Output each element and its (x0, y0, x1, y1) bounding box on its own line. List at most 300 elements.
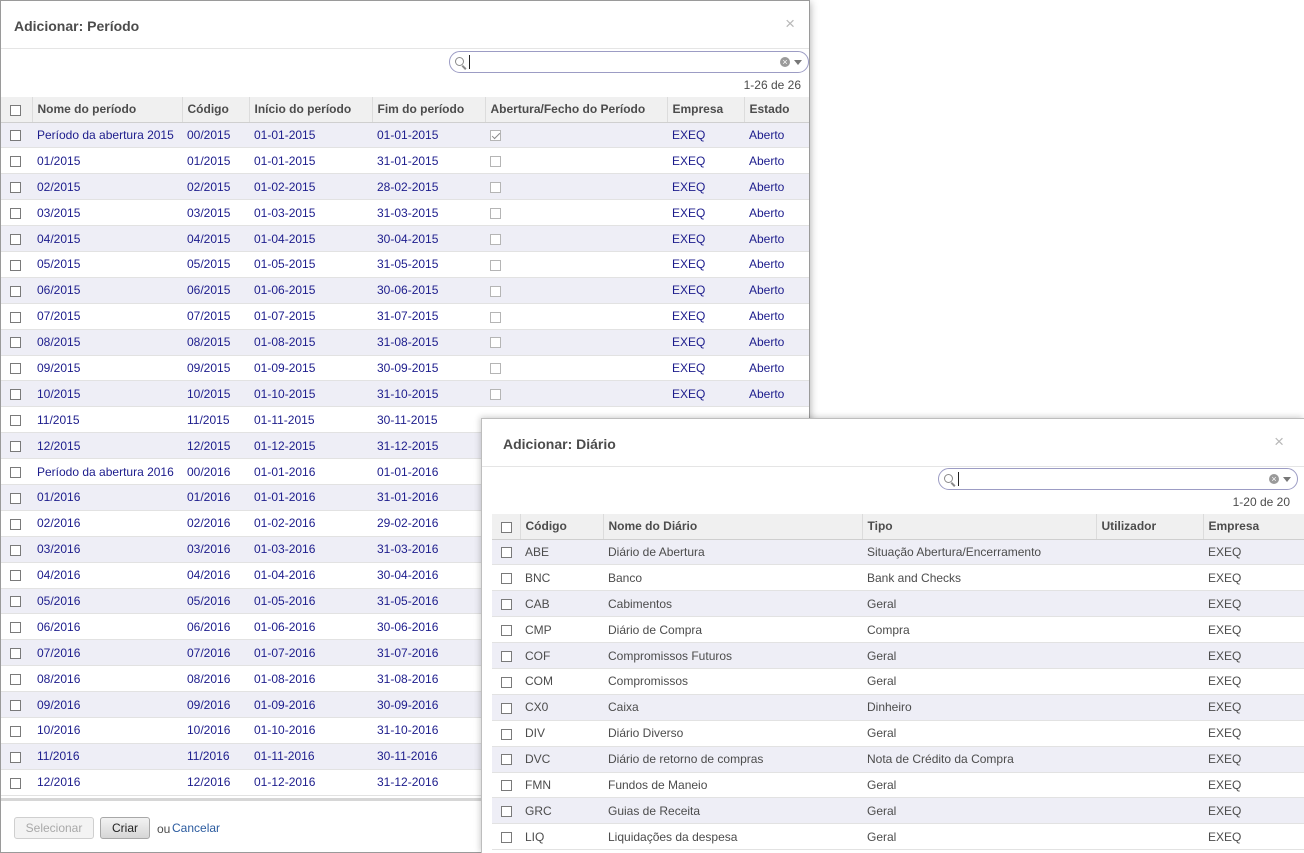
row-checkbox[interactable] (10, 182, 21, 193)
table-row[interactable] (1, 355, 809, 381)
cell-codigo: FMN (520, 772, 603, 798)
table-row[interactable] (492, 539, 1304, 565)
abertura-checkbox (490, 363, 501, 374)
table-row[interactable] (1, 329, 809, 355)
cell-inicio: 01-01-2016 (249, 484, 372, 510)
row-checkbox[interactable] (501, 599, 512, 610)
cell-estado: Aberto (744, 277, 809, 303)
clear-icon[interactable]: × (1269, 474, 1279, 484)
diario-table-body (492, 539, 1304, 850)
cell-nome: Período da abertura 2015 (32, 122, 182, 148)
cell-codigo: LIQ (520, 824, 603, 850)
cell-codigo: CAB (520, 591, 603, 617)
cell-codigo: 02/2015 (182, 174, 249, 200)
cell-estado: Aberto (744, 200, 809, 226)
cell-codigo: 05/2015 (182, 251, 249, 277)
row-select-cell[interactable] (1, 200, 32, 226)
cell-inicio: 01-05-2016 (249, 588, 372, 614)
table-row[interactable] (1, 200, 809, 226)
cell-empresa: EXEQ (1203, 772, 1304, 798)
cell-fim: 31-08-2015 (372, 329, 485, 355)
row-select-cell[interactable] (1, 433, 32, 459)
cell-estado: Aberto (744, 329, 809, 355)
cell-tipo: Geral (862, 720, 1096, 746)
row-select-cell[interactable] (1, 355, 32, 381)
cell-utilizador (1096, 668, 1203, 694)
cell-codigo: 01/2016 (182, 484, 249, 510)
row-select-cell[interactable] (492, 591, 520, 617)
periodo-search-box[interactable] (449, 51, 809, 73)
row-select-cell[interactable] (492, 617, 520, 643)
row-checkbox[interactable] (10, 545, 21, 556)
cell-inicio: 01-11-2015 (249, 407, 372, 433)
table-row[interactable] (1, 226, 809, 252)
col-empresa[interactable]: Empresa (667, 97, 744, 122)
row-select-cell[interactable] (1, 717, 32, 743)
cell-fim: 28-02-2015 (372, 174, 485, 200)
cell-nome: Diário de retorno de compras (603, 746, 862, 772)
cell-inicio: 01-01-2015 (249, 148, 372, 174)
cell-codigo: 08/2015 (182, 329, 249, 355)
cell-codigo: 00/2016 (182, 459, 249, 485)
cell-fim: 31-03-2015 (372, 200, 485, 226)
select-button[interactable]: Selecionar (14, 817, 94, 839)
cell-codigo: 07/2015 (182, 303, 249, 329)
cell-empresa: EXEQ (667, 148, 744, 174)
row-checkbox[interactable] (10, 596, 21, 607)
cell-inicio: 01-04-2016 (249, 562, 372, 588)
cell-inicio: 01-08-2016 (249, 666, 372, 692)
cell-nome: 03/2015 (32, 200, 182, 226)
row-select-cell[interactable] (492, 772, 520, 798)
cell-codigo: 01/2015 (182, 148, 249, 174)
close-icon[interactable]: × (1274, 432, 1284, 451)
table-row[interactable] (492, 772, 1304, 798)
cell-codigo: 06/2016 (182, 614, 249, 640)
row-checkbox[interactable] (10, 208, 21, 219)
cell-nome: 02/2016 (32, 510, 182, 536)
cell-nome: 02/2015 (32, 174, 182, 200)
cell-codigo: 07/2016 (182, 640, 249, 666)
table-row[interactable] (492, 824, 1304, 850)
cell-fim: 01-01-2016 (372, 459, 485, 485)
cell-codigo: 02/2016 (182, 510, 249, 536)
table-row[interactable] (492, 565, 1304, 591)
col-nome-periodo[interactable]: Nome do período (32, 97, 182, 122)
cell-tipo: Nota de Crédito da Compra (862, 746, 1096, 772)
cell-empresa: EXEQ (1203, 720, 1304, 746)
cell-nome: Diário Diverso (603, 720, 862, 746)
row-select-cell[interactable] (1, 588, 32, 614)
cell-estado: Aberto (744, 303, 809, 329)
abertura-checkbox (490, 260, 501, 271)
cell-abertura-fecho (485, 329, 667, 355)
cell-tipo: Geral (862, 824, 1096, 850)
cell-nome: 11/2016 (32, 743, 182, 769)
cell-nome: 07/2016 (32, 640, 182, 666)
table-row[interactable] (1, 122, 809, 148)
row-checkbox[interactable] (10, 260, 21, 271)
cell-nome: Caixa (603, 694, 862, 720)
diario-header-row (492, 514, 1304, 539)
cell-fim: 30-04-2016 (372, 562, 485, 588)
abertura-checkbox (490, 286, 501, 297)
row-select-cell[interactable] (1, 277, 32, 303)
cell-abertura-fecho (485, 381, 667, 407)
row-checkbox[interactable] (10, 467, 21, 478)
row-select-cell[interactable] (1, 769, 32, 795)
row-select-cell[interactable] (492, 539, 520, 565)
row-select-cell[interactable] (1, 148, 32, 174)
row-checkbox[interactable] (10, 234, 21, 245)
cell-utilizador (1096, 565, 1203, 591)
row-select-cell[interactable] (492, 643, 520, 669)
cell-empresa: EXEQ (1203, 798, 1304, 824)
row-select-cell[interactable] (1, 536, 32, 562)
row-select-cell[interactable] (1, 484, 32, 510)
select-all-checkbox[interactable] (10, 105, 21, 116)
cell-empresa: EXEQ (1203, 824, 1304, 850)
row-checkbox[interactable] (10, 622, 21, 633)
cell-inicio: 01-01-2015 (249, 122, 372, 148)
row-select-cell[interactable] (1, 329, 32, 355)
cell-codigo: 08/2016 (182, 666, 249, 692)
periodo-dialog-title: Adicionar: Período (14, 18, 140, 34)
col-tipo[interactable]: Tipo (862, 514, 1096, 539)
table-row[interactable] (492, 720, 1304, 746)
cell-codigo: GRC (520, 798, 603, 824)
row-checkbox[interactable] (501, 806, 512, 817)
cell-nome: Guias de Receita (603, 798, 862, 824)
table-row[interactable] (492, 694, 1304, 720)
row-select-cell[interactable] (1, 692, 32, 718)
cell-abertura-fecho (485, 303, 667, 329)
row-select-cell[interactable] (492, 746, 520, 772)
diario-pager: 1-20 de 20 (1232, 495, 1290, 509)
cell-tipo: Compra (862, 617, 1096, 643)
row-checkbox[interactable] (10, 415, 21, 426)
row-select-cell[interactable] (492, 694, 520, 720)
col-inicio-periodo[interactable]: Início do período (249, 97, 372, 122)
table-row[interactable] (1, 381, 809, 407)
cell-nome: 11/2015 (32, 407, 182, 433)
cell-inicio: 01-09-2016 (249, 692, 372, 718)
cell-empresa: EXEQ (667, 226, 744, 252)
row-select-cell[interactable] (1, 303, 32, 329)
cell-fim: 30-06-2016 (372, 614, 485, 640)
abertura-checkbox (490, 234, 501, 245)
cell-inicio: 01-12-2015 (249, 433, 372, 459)
cell-nome: 04/2016 (32, 562, 182, 588)
row-checkbox[interactable] (501, 677, 512, 688)
table-row[interactable] (492, 643, 1304, 669)
cell-inicio: 01-01-2016 (249, 459, 372, 485)
row-select-cell[interactable] (1, 640, 32, 666)
cell-fim: 30-11-2016 (372, 743, 485, 769)
cell-utilizador (1096, 824, 1203, 850)
row-checkbox[interactable] (501, 651, 512, 662)
col-codigo[interactable]: Código (520, 514, 603, 539)
row-checkbox[interactable] (501, 703, 512, 714)
row-select-cell[interactable] (492, 798, 520, 824)
row-checkbox[interactable] (501, 754, 512, 765)
cell-empresa: EXEQ (667, 200, 744, 226)
cell-nome: Cabimentos (603, 591, 862, 617)
row-checkbox[interactable] (10, 441, 21, 452)
row-checkbox[interactable] (10, 363, 21, 374)
cell-codigo: 11/2015 (182, 407, 249, 433)
cell-fim: 30-09-2015 (372, 355, 485, 381)
cell-fim: 31-01-2016 (372, 484, 485, 510)
cell-empresa: EXEQ (667, 355, 744, 381)
cell-utilizador (1096, 643, 1203, 669)
periodo-search-input[interactable] (468, 54, 768, 70)
select-all-checkbox[interactable] (501, 522, 512, 533)
or-text: ou (157, 822, 171, 836)
cell-empresa: EXEQ (1203, 539, 1304, 565)
text-caret (469, 55, 470, 69)
row-checkbox[interactable] (10, 130, 21, 141)
diario-search-box[interactable] (938, 468, 1298, 490)
cell-codigo: 03/2016 (182, 536, 249, 562)
cell-tipo: Geral (862, 643, 1096, 669)
abertura-checkbox (490, 389, 501, 400)
diario-table (492, 514, 1304, 850)
cell-fim: 29-02-2016 (372, 510, 485, 536)
cell-utilizador (1096, 694, 1203, 720)
cell-nome: Liquidações da despesa (603, 824, 862, 850)
cell-inicio: 01-04-2015 (249, 226, 372, 252)
cell-codigo: COM (520, 668, 603, 694)
row-select-cell[interactable] (1, 666, 32, 692)
cell-inicio: 01-02-2016 (249, 510, 372, 536)
table-row[interactable] (492, 591, 1304, 617)
cell-codigo: 09/2015 (182, 355, 249, 381)
col-empresa[interactable]: Empresa (1203, 514, 1304, 539)
row-checkbox[interactable] (501, 573, 512, 584)
row-checkbox[interactable] (10, 726, 21, 737)
clear-icon[interactable]: × (780, 57, 790, 67)
row-checkbox[interactable] (501, 729, 512, 740)
cell-fim: 01-01-2015 (372, 122, 485, 148)
row-checkbox[interactable] (10, 700, 21, 711)
col-estado[interactable]: Estado (744, 97, 809, 122)
row-select-cell[interactable] (1, 251, 32, 277)
row-checkbox[interactable] (10, 674, 21, 685)
col-fim-periodo[interactable]: Fim do período (372, 97, 485, 122)
row-checkbox[interactable] (501, 832, 512, 843)
cell-inicio: 01-12-2016 (249, 769, 372, 795)
row-select-cell[interactable] (492, 668, 520, 694)
row-select-cell[interactable] (1, 614, 32, 640)
cell-estado: Aberto (744, 122, 809, 148)
row-checkbox[interactable] (10, 389, 21, 400)
cell-codigo: 10/2015 (182, 381, 249, 407)
table-row[interactable] (492, 617, 1304, 643)
cell-tipo: Geral (862, 772, 1096, 798)
periodo-dialog-header (1, 1, 809, 49)
cell-utilizador (1096, 772, 1203, 798)
periodo-header-row (1, 97, 809, 122)
cell-nome: 08/2015 (32, 329, 182, 355)
row-select-cell[interactable] (1, 407, 32, 433)
cell-empresa: EXEQ (1203, 591, 1304, 617)
cell-fim: 31-10-2016 (372, 717, 485, 743)
cell-abertura-fecho (485, 251, 667, 277)
cell-fim: 30-06-2015 (372, 277, 485, 303)
cell-codigo: COF (520, 643, 603, 669)
cell-nome: 12/2016 (32, 769, 182, 795)
row-checkbox[interactable] (501, 780, 512, 791)
cell-nome: 10/2015 (32, 381, 182, 407)
cell-inicio: 01-07-2016 (249, 640, 372, 666)
row-select-cell[interactable] (1, 459, 32, 485)
table-row[interactable] (1, 251, 809, 277)
chevron-down-icon[interactable] (1283, 477, 1291, 482)
cell-utilizador (1096, 591, 1203, 617)
row-select-cell[interactable] (1, 226, 32, 252)
cell-fim: 31-08-2016 (372, 666, 485, 692)
cell-fim: 30-11-2015 (372, 407, 485, 433)
create-button[interactable]: Criar (100, 817, 150, 839)
cell-codigo: 09/2016 (182, 692, 249, 718)
cell-empresa: EXEQ (667, 251, 744, 277)
cell-empresa: EXEQ (1203, 668, 1304, 694)
cell-nome: Compromissos Futuros (603, 643, 862, 669)
cell-inicio: 01-07-2015 (249, 303, 372, 329)
cell-nome: 07/2015 (32, 303, 182, 329)
row-select-cell[interactable] (492, 720, 520, 746)
cell-codigo: DIV (520, 720, 603, 746)
cell-codigo: 04/2016 (182, 562, 249, 588)
cell-utilizador (1096, 798, 1203, 824)
row-select-cell[interactable] (1, 122, 32, 148)
table-row[interactable] (1, 148, 809, 174)
abertura-checkbox (490, 208, 501, 219)
row-checkbox[interactable] (10, 648, 21, 659)
cell-empresa: EXEQ (1203, 746, 1304, 772)
cell-tipo: Geral (862, 798, 1096, 824)
cell-nome: 04/2015 (32, 226, 182, 252)
cell-abertura-fecho (485, 355, 667, 381)
cell-fim: 31-03-2016 (372, 536, 485, 562)
cell-codigo: 00/2015 (182, 122, 249, 148)
cell-inicio: 01-05-2015 (249, 251, 372, 277)
diario-dialog-title: Adicionar: Diário (503, 436, 616, 452)
row-checkbox[interactable] (10, 286, 21, 297)
diario-dialog (481, 418, 1304, 853)
cell-inicio: 01-06-2016 (249, 614, 372, 640)
cell-tipo: Geral (862, 591, 1096, 617)
cell-estado: Aberto (744, 148, 809, 174)
cell-abertura-fecho (485, 277, 667, 303)
abertura-checkbox (490, 182, 501, 193)
cell-codigo: 10/2016 (182, 717, 249, 743)
table-row[interactable] (1, 277, 809, 303)
cell-codigo: BNC (520, 565, 603, 591)
select-all-header[interactable] (1, 97, 32, 122)
chevron-down-icon[interactable] (794, 60, 802, 65)
row-select-cell[interactable] (1, 381, 32, 407)
cell-abertura-fecho (485, 200, 667, 226)
row-checkbox[interactable] (10, 156, 21, 167)
cell-nome: 09/2016 (32, 692, 182, 718)
col-nome-diario[interactable]: Nome do Diário (603, 514, 862, 539)
table-row[interactable] (492, 746, 1304, 772)
cell-abertura-fecho (485, 226, 667, 252)
cell-nome: 06/2016 (32, 614, 182, 640)
row-checkbox[interactable] (10, 312, 21, 323)
row-checkbox[interactable] (10, 778, 21, 789)
cell-fim: 31-05-2016 (372, 588, 485, 614)
cell-empresa: EXEQ (1203, 643, 1304, 669)
cell-nome: Período da abertura 2016 (32, 459, 182, 485)
cell-estado: Aberto (744, 226, 809, 252)
cell-nome: 05/2015 (32, 251, 182, 277)
row-checkbox[interactable] (10, 337, 21, 348)
table-row[interactable] (1, 174, 809, 200)
cell-fim: 31-07-2015 (372, 303, 485, 329)
cell-nome: Fundos de Maneio (603, 772, 862, 798)
close-icon[interactable]: × (785, 14, 795, 33)
row-checkbox[interactable] (501, 547, 512, 558)
cell-nome: 03/2016 (32, 536, 182, 562)
col-utilizador[interactable]: Utilizador (1096, 514, 1203, 539)
row-select-cell[interactable] (1, 174, 32, 200)
col-codigo[interactable]: Código (182, 97, 249, 122)
cell-empresa: EXEQ (667, 174, 744, 200)
row-checkbox[interactable] (10, 493, 21, 504)
table-row[interactable] (492, 668, 1304, 694)
cell-codigo: 06/2015 (182, 277, 249, 303)
table-row[interactable] (1, 303, 809, 329)
cell-nome: Diário de Compra (603, 617, 862, 643)
row-checkbox[interactable] (10, 519, 21, 530)
cancel-link[interactable]: Cancelar (172, 821, 221, 835)
cell-inicio: 01-08-2015 (249, 329, 372, 355)
row-select-cell[interactable] (1, 743, 32, 769)
cell-codigo: 05/2016 (182, 588, 249, 614)
row-checkbox[interactable] (10, 570, 21, 581)
abertura-checkbox (490, 312, 501, 323)
cell-utilizador (1096, 720, 1203, 746)
abertura-checkbox (490, 156, 501, 167)
cell-abertura-fecho (485, 122, 667, 148)
cell-empresa: EXEQ (667, 303, 744, 329)
cell-inicio: 01-10-2016 (249, 717, 372, 743)
cell-tipo: Situação Abertura/Encerramento (862, 539, 1096, 565)
row-select-cell[interactable] (492, 565, 520, 591)
cell-inicio: 01-03-2015 (249, 200, 372, 226)
cell-fim: 31-12-2016 (372, 769, 485, 795)
cell-tipo: Bank and Checks (862, 565, 1096, 591)
abertura-checkbox (490, 130, 501, 141)
abertura-checkbox (490, 337, 501, 348)
col-abertura-fecho[interactable]: Abertura/Fecho do Período (485, 97, 667, 122)
table-row[interactable] (492, 798, 1304, 824)
cell-nome: Compromissos (603, 668, 862, 694)
diario-search-input[interactable] (957, 471, 1257, 487)
row-select-cell[interactable] (492, 824, 520, 850)
row-select-cell[interactable] (1, 562, 32, 588)
row-checkbox[interactable] (501, 625, 512, 636)
cell-codigo: CX0 (520, 694, 603, 720)
row-select-cell[interactable] (1, 510, 32, 536)
select-all-header[interactable] (492, 514, 520, 539)
cell-nome: 06/2015 (32, 277, 182, 303)
row-checkbox[interactable] (10, 752, 21, 763)
cell-estado: Aberto (744, 355, 809, 381)
